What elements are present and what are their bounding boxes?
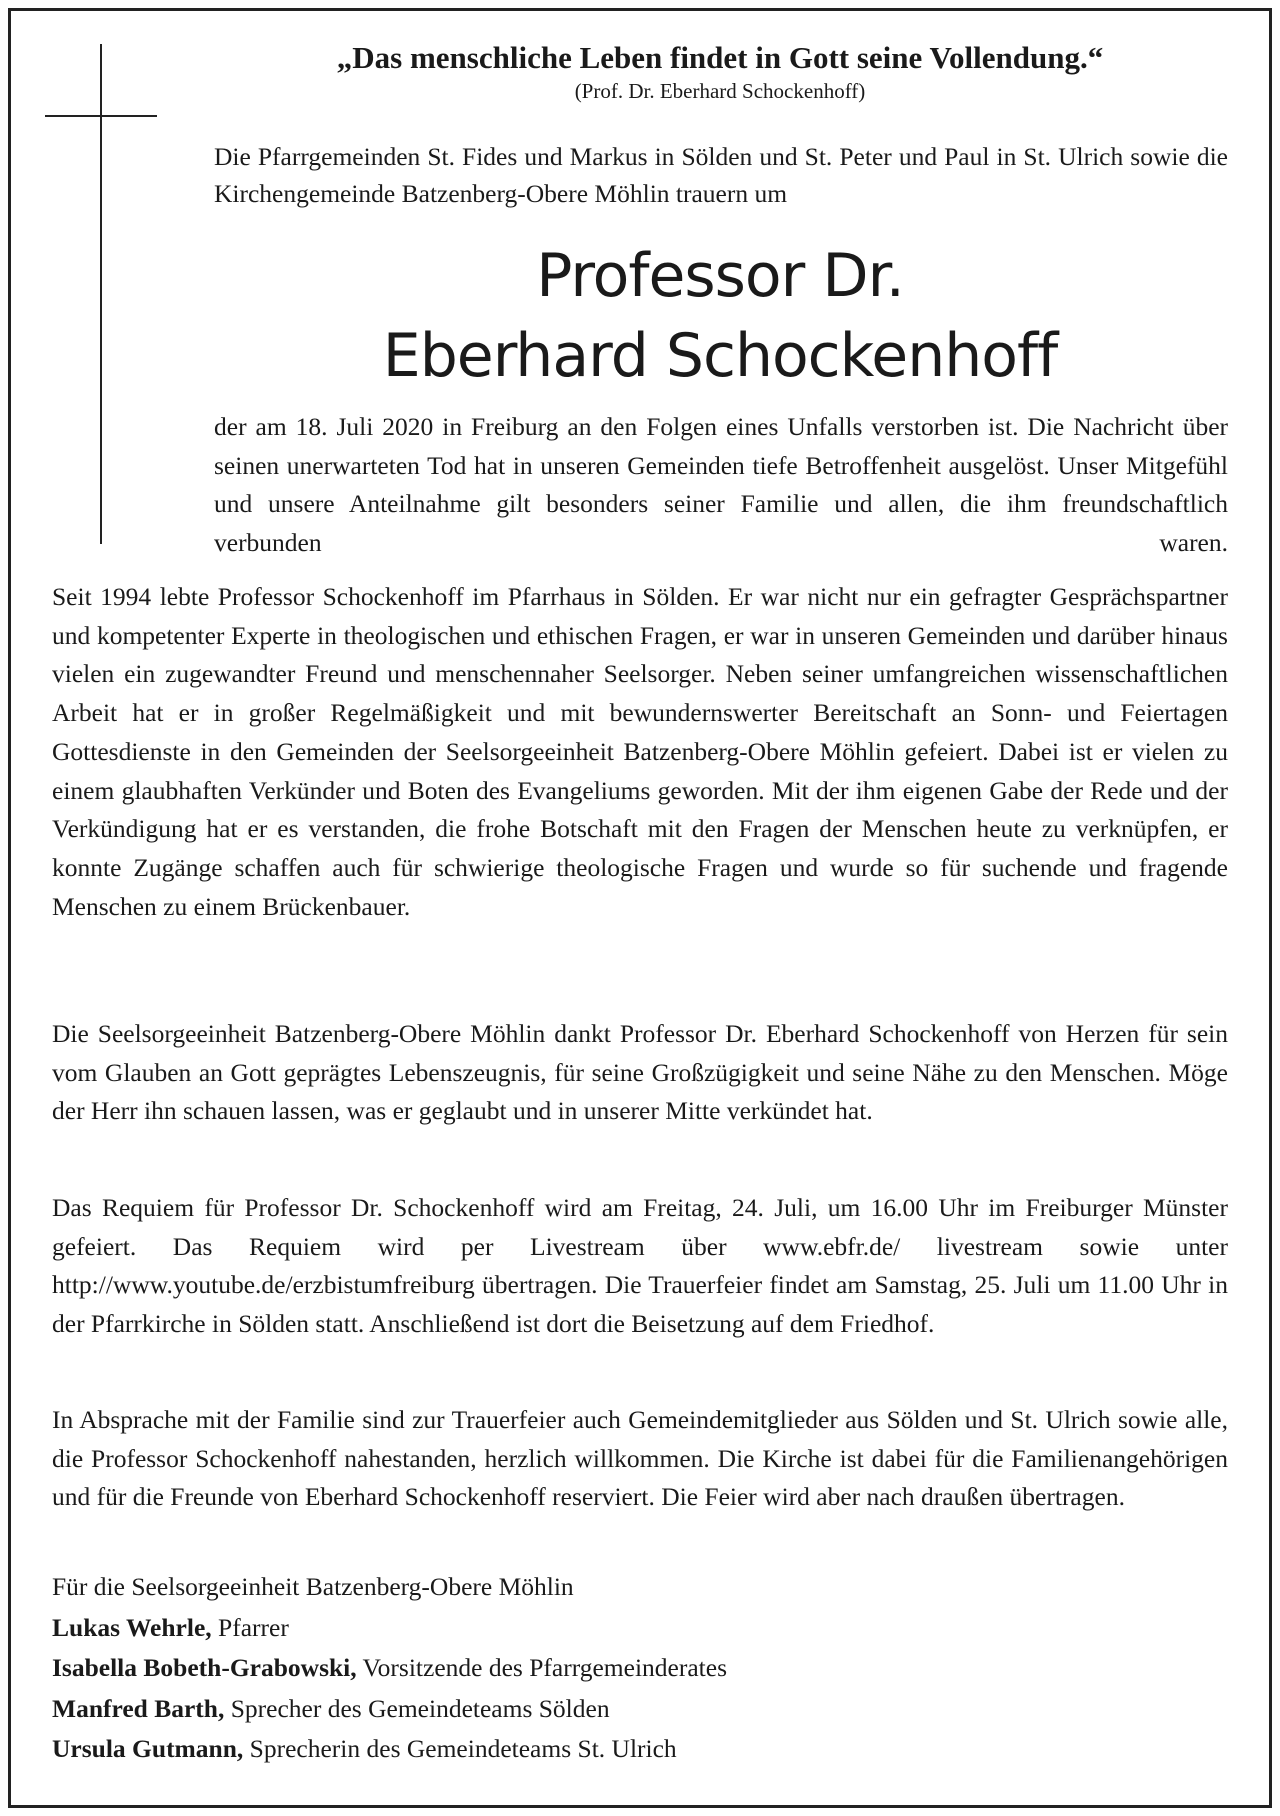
paragraph-biography: Seit 1994 lebte Professor Schockenhoff im Pfarrhaus in Sölden. Er war nicht nur ein gefragter Gesprächspartner und kompetenter Experte in theologischen und ethischen Fragen, er war in unseren Gemeinden und darüber hinaus vielen ein zugewandter Freund und menschennaher Seelsorger. Neben seiner umfangreichen wissenschaftlichen Arbeit hat er in großer Regelmäßigkeit und mit bewundernswerter Bereitschaft an Sonn- und Feiertagen Gottesdienste in den Gemeinden der Seelsorgeeinheit Batzenberg-Obere Möhlin gefeiert. Dabei ist er vielen zu einem glaubhaften Verkünder und Boten des Evangeliums geworden. Mit der ihm eigenen Gabe der Rede und der Verkündigung hat er es verstanden, die frohe Botschaft mit den Fragen der Menschen heute zu verknüpfen, er konnte Zugänge schaffen auch für schwierige theologische Fragen und wurde so für suchende und fragende Menschen zu einem Brückenbauer. xyxy=(52,582,1228,921)
signer xyxy=(52,1648,1228,1689)
signer xyxy=(52,1608,1228,1649)
quote-text: „Das menschliche Leben findet in Gott seine Vollendung.“ xyxy=(336,40,1104,75)
paragraph-funeral: In Absprache mit der Familie sind zur Trauerfeier auch Gemeindemitglieder aus Sölden und St. Ulrich sowie alle, die Professor Schockenhoff nahestanden, herzlich willkommen. Die Kirche ist dabei für die Familienangehörigen und für die Freunde von Eberhard Schockenhoff reserviert. Die Feier wird aber nach draußen übertragen. xyxy=(52,1405,1228,1512)
death-notice: der am 18. Juli 2020 in Freiburg an den Folgen eines Unfalls verstorben ist. Die Nachricht über seinen unerwarteten Tod hat in unseren Gemeinden tiefe Betroffenheit ausgelöst. Unser Mitgefühl und unsere Anteilnahme gilt besonders seiner Familie und allen, die ihm freundschaftlich verbunden waren. xyxy=(214,412,1228,557)
signer-name: Lukas Wehrle, xyxy=(52,1612,212,1642)
signer-role: Sprecher des Gemeindeteams Sölden xyxy=(224,1693,610,1723)
signer-name: Isabella Bobeth-Grabowski, xyxy=(52,1653,357,1682)
cross-icon-beam xyxy=(45,115,157,117)
intro-text: Die Pfarrgemeinden St. Fides und Markus in Sölden und St. Peter und Paul in St. Ulrich sowie die Kirchengemeinde Batzenberg-Obere Möhlin trauern um xyxy=(214,142,1228,208)
signer xyxy=(52,1689,1228,1730)
cross-icon xyxy=(100,44,102,544)
quote-block xyxy=(200,38,1240,104)
paragraph-requiem: Das Requiem für Professor Dr. Schockenhoff wird am Freitag, 24. Juli, um 16.00 Uhr im Freiburger Münster gefeiert. Das Requiem wird per Livestream über www.ebfr.de/ livestream sowie unter http://www.youtube.de/erzbistumfreiburg übertragen. Die Trauerfeier findet am Samstag, 25. Juli um 11.00 Uhr in der Pfarrkirche in Sölden statt. Anschließend ist dort die Beisetzung auf dem Friedhof. xyxy=(52,1193,1228,1339)
paragraph-thanks: Die Seelsorgeeinheit Batzenberg-Obere Möhlin dankt Professor Dr. Eberhard Schockenhoff von Herzen für sein vom Glauben an Gott geprägtes Lebenszeugnis, für seine Großzügigkeit und seine Nähe zu den Menschen. Möge der Herr ihn schauen lassen, was er geglaubt und in unserer Mitte verkündet hat. xyxy=(52,1019,1228,1126)
signer-name: Ursula Gutmann, xyxy=(52,1734,244,1763)
signer-role: Vorsitzende des Pfarrgemeinderates xyxy=(356,1653,727,1682)
signer-role: Sprecherin des Gemeindeteams St. Ulrich xyxy=(243,1734,677,1763)
signature-block xyxy=(52,1567,1228,1770)
signer-name: Manfred Barth, xyxy=(52,1693,225,1723)
deceased-title: Professor Dr. xyxy=(536,241,904,311)
signer-role: Pfarrer xyxy=(211,1612,289,1642)
signer xyxy=(52,1729,1228,1770)
quote-author: (Prof. Dr. Eberhard Schockenhoff) xyxy=(574,79,866,103)
deceased-fullname: Eberhard Schockenhoff xyxy=(382,321,1058,391)
deceased-name xyxy=(200,236,1240,396)
signature-intro: Für die Seelsorgeeinheit Batzenberg-Obere Möhlin xyxy=(52,1572,574,1601)
